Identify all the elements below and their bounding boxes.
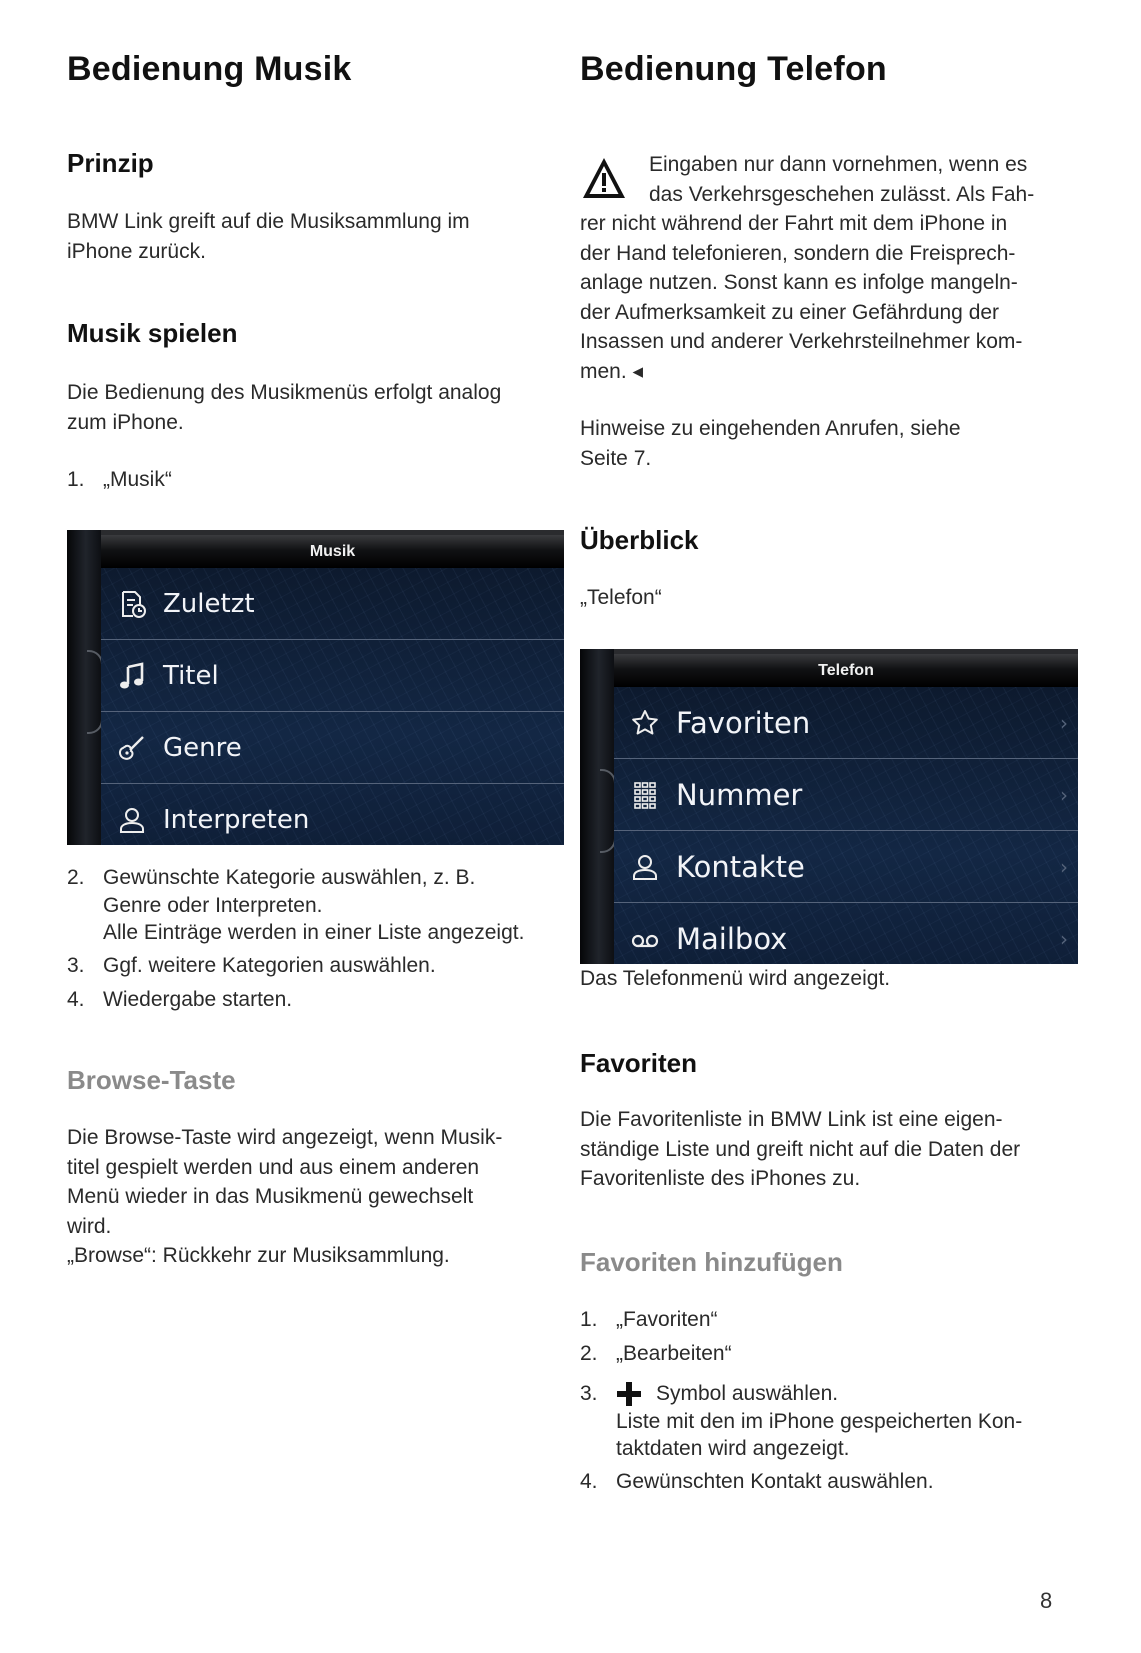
- menu-item-label: Nummer: [676, 777, 803, 812]
- chevron-right-icon: ›: [1060, 782, 1068, 807]
- chevron-right-icon: ›: [1060, 854, 1068, 879]
- menu-item-label: Favoriten: [676, 705, 811, 740]
- telefon-screen: [580, 649, 1078, 964]
- step-text: „Musik“: [103, 468, 172, 491]
- step-text: [616, 1380, 1022, 1463]
- heading-browse-taste: Browse-Taste: [67, 1065, 236, 1095]
- text-line: „Browse“: Rückkehr zur Musiksammlung.: [67, 1244, 450, 1267]
- menu-item-label: Zuletzt: [163, 588, 255, 619]
- warning-block: [580, 150, 1080, 390]
- text-line: Symbol auswählen.: [656, 1382, 839, 1405]
- step-number: 4.: [67, 988, 85, 1011]
- keypad-icon: [630, 780, 660, 810]
- step-number: 4.: [580, 1470, 598, 1493]
- voicemail-icon: [630, 924, 660, 954]
- person-icon: [630, 852, 660, 882]
- menu-item-label: Genre: [163, 732, 242, 763]
- step-text: Wiedergabe starten.: [103, 988, 293, 1011]
- text-line: iPhone zurück.: [67, 239, 206, 263]
- text-line: Hinweise zu eingehenden Anrufen, siehe: [580, 417, 961, 440]
- menu-item-titel[interactable]: [101, 640, 564, 712]
- step-number: 2.: [67, 866, 85, 889]
- heading-favoriten-hinzufuegen: Favoriten hinzufügen: [580, 1247, 843, 1277]
- star-icon: [630, 708, 660, 738]
- text-line: Favoritenliste des iPhones zu.: [580, 1167, 861, 1190]
- step-number: 1.: [580, 1308, 598, 1331]
- screen-title: Musik: [101, 530, 564, 568]
- chevron-right-icon: ›: [1060, 710, 1068, 735]
- step-text: [103, 864, 524, 947]
- menu-item-genre[interactable]: [101, 712, 564, 784]
- menu-item-zuletzt[interactable]: [101, 568, 564, 640]
- text-line: BMW Link greift auf die Musiksammlung im: [67, 210, 470, 233]
- text-line: rer nicht während der Fahrt mit dem iPhone in: [580, 212, 1008, 235]
- section-title-telefon: Bedienung Telefon: [580, 50, 887, 88]
- warning-line: Eingaben nur dann vornehmen, wenn es: [649, 153, 1028, 176]
- browse-text: [67, 1123, 502, 1271]
- text-line: wird.: [67, 1214, 112, 1238]
- text-line: Seite 7.: [580, 446, 652, 470]
- page-number: 8: [1040, 1588, 1053, 1613]
- favoriten-text: [580, 1105, 1020, 1194]
- heading-ueberblick: Überblick: [580, 525, 699, 555]
- text-line: anlage nutzen. Sonst kann es infolge mangeln-: [580, 271, 1018, 294]
- text-line: Liste mit den im iPhone gespeicherten Kon-: [616, 1409, 1023, 1433]
- step-text: „Favoriten“: [616, 1308, 718, 1331]
- text-line: Die Favoritenliste in BMW Link ist eine eigen-: [580, 1108, 1003, 1131]
- screen-bezel: [67, 530, 101, 845]
- menu-item-label: Mailbox: [676, 922, 788, 956]
- text-line: der Hand telefonieren, sondern die Freisprech-: [580, 241, 1016, 265]
- text-line: der Aufmerksamkeit zu einer Gefährdung der: [580, 300, 1000, 324]
- menu-item-nummer[interactable]: [614, 759, 1078, 831]
- ueberblick-text: „Telefon“: [580, 586, 662, 609]
- hinweise-text: [580, 414, 961, 473]
- warning-line: das Verkehrsgeschehen zulässt. Als Fah-: [649, 182, 1035, 206]
- step-line-with-icon: [616, 1380, 1022, 1408]
- text-line: Die Bedienung des Musikmenüs erfolgt analog: [67, 381, 502, 404]
- text-line: ständige Liste und greift nicht auf die Daten der: [580, 1137, 1021, 1161]
- screen-title: Telefon: [614, 649, 1078, 687]
- step-number: 1.: [67, 468, 85, 491]
- prinzip-text: [67, 207, 470, 266]
- menu-item-label: Interpreten: [163, 805, 310, 835]
- section-title-musik: Bedienung Musik: [67, 50, 352, 88]
- text-line: Insassen und anderer Verkehrsteilnehmer kom-: [580, 330, 1023, 353]
- step-number: 3.: [67, 954, 85, 977]
- recent-document-icon: [117, 589, 147, 619]
- step-number: 2.: [580, 1342, 598, 1365]
- musik-screen: [67, 530, 564, 845]
- menu-item-favoriten[interactable]: [614, 687, 1078, 759]
- step-text: Gewünschten Kontakt auswählen.: [616, 1470, 934, 1493]
- text-line: Menü wieder in das Musikmenü gewechselt: [67, 1185, 474, 1208]
- person-icon: [117, 805, 147, 835]
- step-number: 3.: [580, 1382, 598, 1405]
- menu-item-label: Kontakte: [676, 849, 805, 884]
- chevron-right-icon: ›: [1060, 927, 1068, 951]
- musik-menu: [101, 568, 564, 845]
- guitar-icon: [117, 733, 147, 763]
- warning-text: [580, 209, 1022, 386]
- menu-item-label: Titel: [163, 660, 219, 691]
- text-line: zum iPhone.: [67, 410, 184, 434]
- menu-item-mailbox[interactable]: [614, 903, 1078, 964]
- telefon-menu: [614, 687, 1078, 964]
- text-line: taktdaten wird angezeigt.: [616, 1437, 850, 1460]
- step-text: „Bearbeiten“: [616, 1342, 732, 1365]
- screen-bezel: [580, 649, 614, 964]
- text-line: Die Browse-Taste wird angezeigt, wenn Musik-: [67, 1126, 503, 1149]
- musik-spielen-text: [67, 378, 501, 437]
- text-line: Genre oder Interpreten.: [103, 893, 323, 917]
- menu-item-kontakte[interactable]: [614, 831, 1078, 903]
- text-line: Alle Einträge werden in einer Liste angezeigt.: [103, 921, 525, 944]
- plus-icon: [616, 1381, 642, 1407]
- text-line: Gewünschte Kategorie auswählen, z. B.: [103, 866, 476, 889]
- music-note-icon: [117, 661, 147, 691]
- text-line: titel gespielt werden und aus einem anderen: [67, 1155, 480, 1179]
- telefonmenu-shown-text: Das Telefonmenü wird angezeigt.: [580, 967, 891, 990]
- warning-icon: [580, 154, 628, 202]
- heading-prinzip: Prinzip: [67, 148, 154, 178]
- menu-item-interpreten[interactable]: [101, 784, 564, 845]
- step-text: Ggf. weitere Kategorien auswählen.: [103, 954, 436, 977]
- text-line: men. ◂: [580, 359, 644, 383]
- heading-musik-spielen: Musik spielen: [67, 318, 238, 348]
- heading-favoriten: Favoriten: [580, 1048, 698, 1078]
